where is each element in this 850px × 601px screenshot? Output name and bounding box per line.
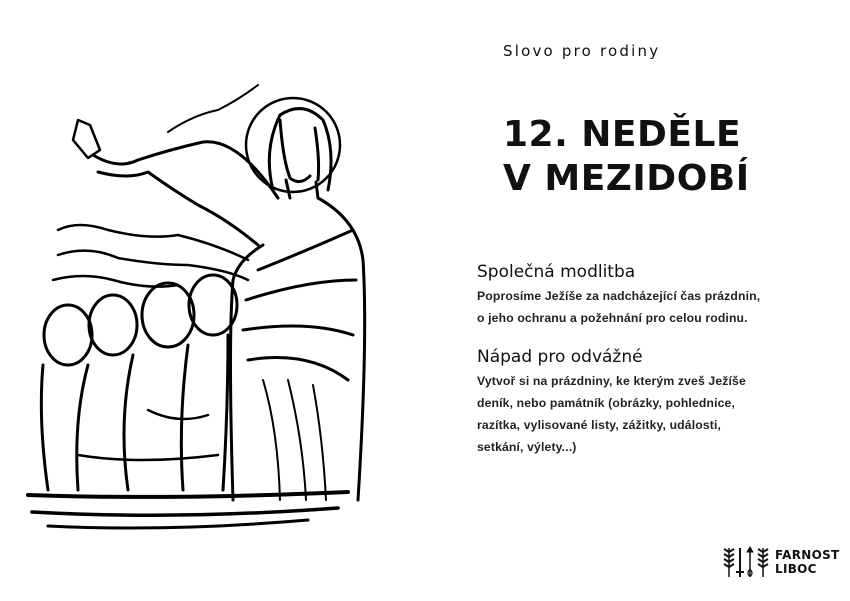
logo-line-2: LIBOC — [775, 562, 817, 576]
section-body — [477, 370, 837, 458]
section-heading: Nápad pro odvážné — [477, 347, 643, 367]
parish-logo — [722, 546, 840, 578]
body-line: deník, nebo památník (obrázky, pohlednice, — [477, 396, 735, 410]
logo-text — [775, 548, 840, 576]
body-line: Vytvoř si na prázdniny, ke kterým zveš Ježíše — [477, 374, 746, 388]
title-line-2: V MEZIDOBÍ — [503, 158, 750, 199]
section-idea-for-brave — [477, 346, 837, 458]
jesus-calming-storm-illustration — [18, 80, 378, 530]
body-line: o jeho ochranu a požehnání pro celou rodinu. — [477, 311, 748, 325]
subtitle: Slovo pro rodiny — [503, 42, 661, 60]
section-body — [477, 285, 837, 329]
logo-icons — [722, 546, 772, 578]
body-line: setkání, výlety...) — [477, 440, 577, 454]
page-title — [503, 113, 750, 201]
wheat-icon — [724, 548, 734, 577]
arrow-icon — [747, 547, 753, 577]
section-common-prayer — [477, 261, 837, 329]
wheat-icon — [758, 548, 768, 577]
sword-icon — [736, 548, 744, 577]
title-line-1: 12. NEDĚLE — [503, 114, 742, 155]
body-line: Poprosíme Ježíše za nadcházející čas prázdnin, — [477, 289, 761, 303]
body-line: razítka, vylisované listy, zážitky, události, — [477, 418, 722, 432]
logo-line-1: FARNOST — [775, 548, 840, 562]
section-heading: Společná modlitba — [477, 262, 636, 282]
